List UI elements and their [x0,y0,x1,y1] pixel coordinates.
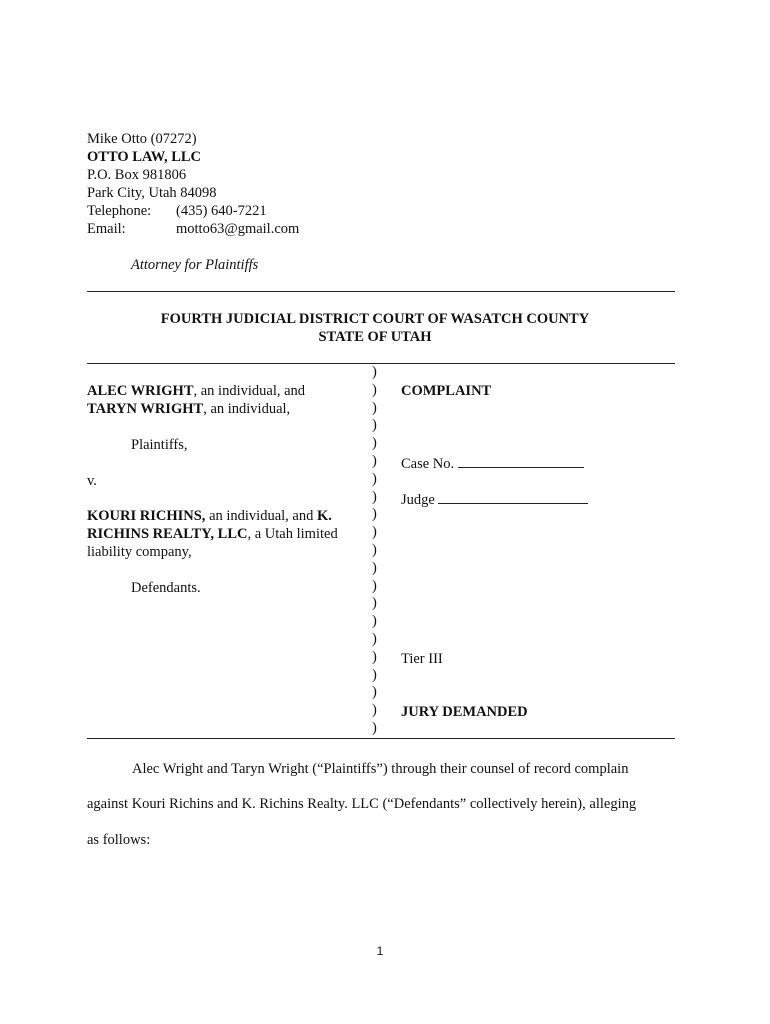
plaintiff-1-desc: , an individual, and [193,383,306,399]
judge-blank [438,491,588,504]
attorney-role: Attorney for Plaintiffs [131,257,259,273]
defendant-1-desc: an individual, and [205,508,317,524]
caption-paren: ) [372,452,377,469]
defendant-line-2 [87,526,338,543]
attorney-name: Mike Otto (07272) [87,131,197,147]
firm-po-box: P.O. Box 981806 [87,167,187,183]
tier: Tier III [401,651,443,667]
telephone-value: (435) 640-7221 [176,203,267,219]
plaintiffs-label: Plaintiffs, [131,437,188,453]
plaintiff-2-name: TARYN WRIGHT [87,401,204,417]
defendant-2-desc-b: liability company, [87,544,192,560]
caption-paren: ) [372,364,377,380]
caption-paren: ) [372,719,377,736]
court-name: FOURTH JUDICIAL DISTRICT COURT OF WASATCH COUNTY [160,311,590,327]
caption-paren: ) [372,381,377,398]
body-line-2: against Kouri Richins and K. Richins Realty. LLC (“Defendants” collectively herein), alleging [87,796,637,812]
plaintiff-1 [87,383,305,400]
caption-paren: ) [372,577,377,594]
defendant-line-1 [87,508,332,525]
versus: v. [87,473,97,489]
jury-demand: JURY DEMANDED [401,704,528,720]
law-firm-name: OTTO LAW, LLC [87,149,202,165]
judge-label: Judge [401,492,435,508]
case-number-label: Case No. [401,456,455,472]
caption-bottom-rule [87,738,675,739]
case-number-blank [458,455,584,468]
caption-paren: ) [372,684,377,701]
body-line-3: as follows: [87,832,151,848]
caption-paren: ) [372,559,377,576]
defendants-label: Defendants. [131,580,201,596]
caption-paren-column [372,364,382,738]
defendant-2-name-part-b: RICHINS REALTY, LLC [87,526,248,542]
caption-paren: ) [372,470,377,487]
firm-city: Park City, Utah 84098 [87,185,217,201]
caption-paren: ) [372,630,377,647]
plaintiff-2 [87,401,290,418]
caption-paren: ) [372,595,377,612]
caption-paren: ) [372,524,377,541]
caption-paren: ) [372,613,377,630]
case-number-field [401,455,584,473]
body-line-1: Alec Wright and Taryn Wright (“Plaintiffs”) through their counsel of record complain [132,761,629,777]
caption-paren: ) [372,417,377,434]
caption-paren: ) [372,541,377,558]
caption-paren: ) [372,435,377,452]
caption-paren: ) [372,506,377,523]
telephone-label: Telephone: [87,203,152,219]
email-value: motto63@gmail.com [176,221,300,237]
caption-paren: ) [372,666,377,683]
email-label: Email: [87,221,126,237]
caption-paren: ) [372,702,377,719]
judge-field [401,491,588,509]
page-number: 1 [376,944,384,958]
plaintiff-2-desc: , an individual, [203,401,291,417]
caption-paren: ) [372,648,377,665]
header-rule [87,291,675,292]
caption-paren: ) [372,488,377,505]
plaintiff-1-name: ALEC WRIGHT [87,383,194,399]
defendant-1-name: KOURI RICHINS, [87,508,206,524]
defendant-2-name-part-a: K. [316,508,332,524]
defendant-2-desc-a: , a Utah limited [247,526,338,542]
document-type: COMPLAINT [401,383,492,399]
caption-paren: ) [372,399,377,416]
court-state: STATE OF UTAH [318,329,432,345]
